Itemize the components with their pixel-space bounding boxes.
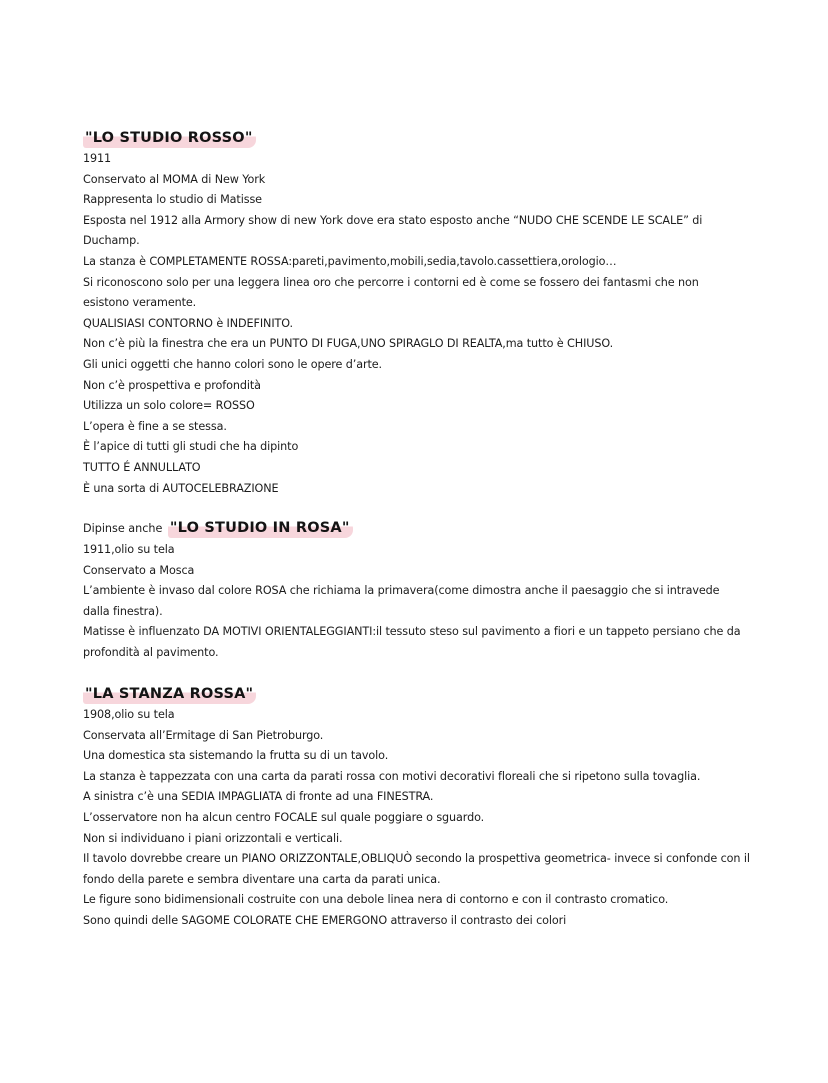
text-line: Si riconoscono solo per una leggera linea oro che percorre i contorni ed è come se fossero dei fantasmi che non xyxy=(83,275,699,289)
text-line: Gli unici oggetti che hanno colori sono le opere d’arte. xyxy=(83,357,383,371)
text-line: Sono quindi delle SAGOME COLORATE CHE EMERGONO attraverso il contrasto dei colori xyxy=(83,913,567,927)
text-line: È una sorta di AUTOCELEBRAZIONE xyxy=(83,481,279,495)
text-line: profondità al pavimento. xyxy=(83,645,219,659)
text-line: Il tavolo dovrebbe creare un PIANO ORIZZONTALE,OBLIQUÒ secondo la prospettiva geometrica- invece si confonde con il xyxy=(83,852,750,866)
section-title-row xyxy=(83,683,783,705)
text-line: QUALISIASI CONTORNO è INDEFINITO. xyxy=(83,316,293,330)
text-line: Matisse è influenzato DA MOTIVI ORIENTALEGGIANTI:il tessuto steso sul pavimento a fiori e un tappeto persiano che da xyxy=(83,625,741,639)
text-line: Le figure sono bidimensionali costruite con una debole linea nera di contorno e con il contrasto cromatico. xyxy=(83,893,669,907)
text-line: TUTTO É ANNULLATO xyxy=(83,460,201,474)
section-body xyxy=(83,149,783,499)
text-line: Conservato a Mosca xyxy=(83,563,195,577)
text-line: A sinistra c’è una SEDIA IMPAGLIATA di fronte ad una FINESTRA. xyxy=(83,790,434,804)
text-line: Esposta nel 1912 alla Armory show di new York dove era stato esposto anche “NUDO CHE SCENDE LE SCALE” di xyxy=(83,213,703,227)
section-title: "LA STANZA ROSSA" xyxy=(83,684,256,704)
section-studio-in-rosa xyxy=(83,518,783,664)
section-title: "LO STUDIO IN ROSA" xyxy=(168,518,353,538)
text-line: 1911 xyxy=(83,152,112,165)
text-line: Conservata all’Ermitage di San Pietroburgo. xyxy=(83,728,324,742)
text-line: Non c’è più la finestra che era un PUNTO DI FUGA,UNO SPIRAGLO DI REALTA,ma tutto è CHIUSO. xyxy=(83,337,614,351)
section-body xyxy=(83,705,783,932)
text-line: dalla finestra). xyxy=(83,604,163,618)
text-line: La stanza è COMPLETAMENTE ROSSA:pareti,pavimento,mobili,sedia,tavolo.cassettiera,orologio… xyxy=(83,254,617,268)
text-line: L’ambiente è invaso dal colore ROSA che richiama la primavera(come dimostra anche il paesaggio che si intravede xyxy=(83,584,720,598)
text-line: La stanza è tappezzata con una carta da parati rossa con motivi decorativi floreali che si ripetono sulla tovaglia. xyxy=(83,769,701,783)
section-body xyxy=(83,540,783,664)
section-stanza-rossa xyxy=(83,683,783,932)
text-line: Una domestica sta sistemando la frutta su di un tavolo. xyxy=(83,749,389,763)
text-line: esistono veramente. xyxy=(83,296,197,310)
text-line: Utilizza un solo colore= ROSSO xyxy=(83,399,255,413)
text-line: 1908,olio su tela xyxy=(83,708,175,721)
section-title: "LO STUDIO ROSSO" xyxy=(83,128,256,148)
text-line: 1911,olio su tela xyxy=(83,543,175,556)
text-line: L’osservatore non ha alcun centro FOCALE sul quale poggiare o sguardo. xyxy=(83,810,485,824)
section-prefix: Dipinse anche xyxy=(83,522,166,535)
text-line: Non si individuano i piani orizzontali e verticali. xyxy=(83,831,343,845)
text-line: È l’apice di tutti gli studi che ha dipinto xyxy=(83,440,299,454)
text-line: fondo della parete e sembra diventare una carta da parati unica. xyxy=(83,872,441,886)
text-line: Conservato al MOMA di New York xyxy=(83,172,266,186)
text-line: Duchamp. xyxy=(83,234,140,248)
text-line: Rappresenta lo studio di Matisse xyxy=(83,193,262,207)
section-title-row xyxy=(83,127,783,149)
text-line: L’opera è fine a se stessa. xyxy=(83,419,227,433)
section-studio-rosso xyxy=(83,127,783,499)
section-title-row xyxy=(83,518,783,540)
text-line: Non c’è prospettiva e profondità xyxy=(83,378,261,392)
